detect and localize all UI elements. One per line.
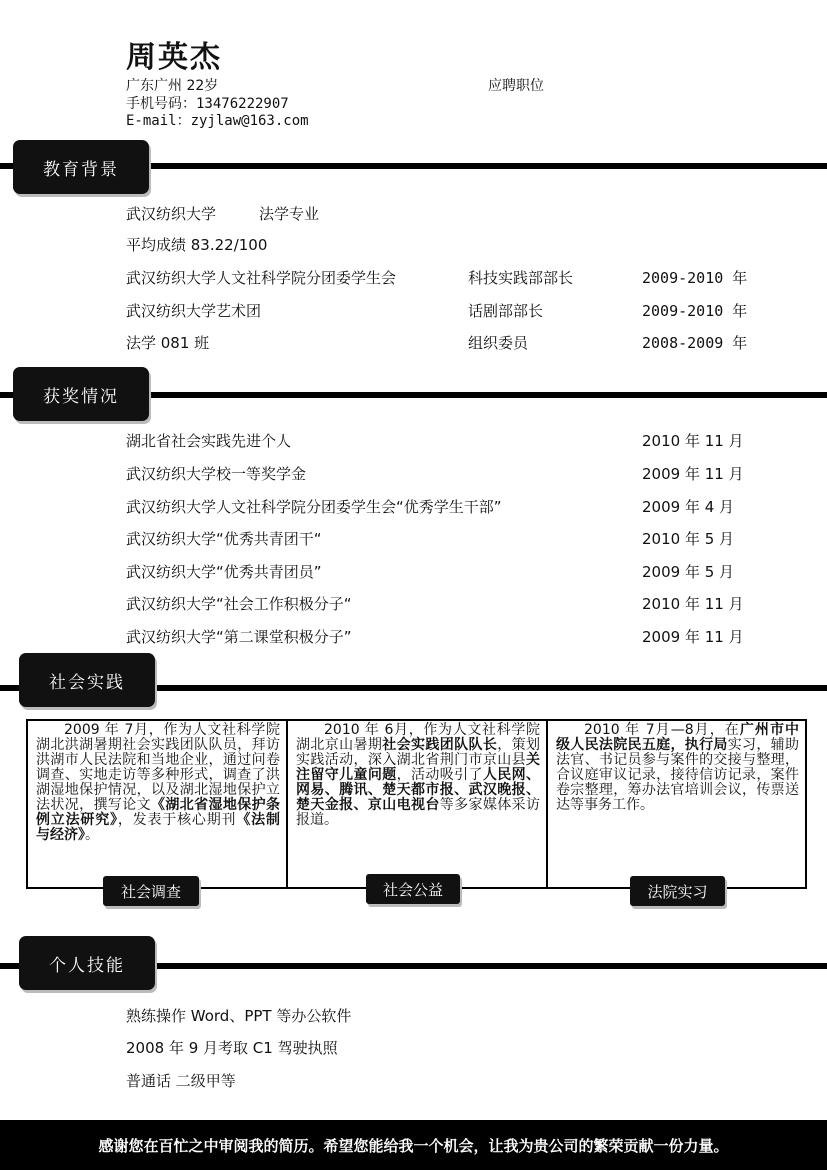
- award-item: [126, 430, 766, 452]
- practice-bold-text: 关注留守儿童问题: [296, 752, 540, 783]
- education-row: [126, 332, 766, 354]
- gpa-text: 平均成绩 83.22/100: [126, 236, 268, 254]
- education-gpa: [126, 234, 766, 256]
- education-date: 2009-2010 年: [642, 302, 748, 320]
- practice-text: ，活动吸引了: [396, 767, 483, 783]
- practice-bold-text: 《湖北省湿地保护条例立法研究》: [36, 797, 280, 828]
- education-role: 话剧部部长: [468, 302, 544, 320]
- practice-text: 等多家媒体采访报道。: [296, 797, 540, 828]
- skill-item: [126, 1005, 766, 1027]
- education-date: 2009-2010 年: [642, 269, 748, 287]
- practice-box-court: [546, 719, 807, 889]
- award-item: [126, 593, 766, 615]
- major-name: 法学专业: [259, 205, 320, 223]
- footer-thanks: 感谢您在百忙之中审阅我的简历。希望您能给我一个机会，让我为贵公司的繁荣贡献一份力量。: [0, 1120, 827, 1170]
- education-row: [126, 267, 766, 289]
- candidate-name: 周英杰: [126, 40, 222, 75]
- practice-bold-text: 《法制与经济》: [36, 812, 280, 843]
- skill-text: 熟练操作 Word、PPT 等办公软件: [126, 1007, 352, 1025]
- award-date: 2010 年 11 月: [642, 595, 744, 613]
- award-name: 武汉纺织大学“优秀共青团员”: [126, 563, 322, 581]
- education-date: 2008-2009 年: [642, 334, 748, 352]
- award-name: 武汉纺织大学“社会工作积极分子“: [126, 595, 352, 613]
- education-org: 法学 081 班: [126, 334, 210, 352]
- practice-bold-text: 人民网、网易、腾讯、楚天都市报、武汉晚报、楚天金报、京山电视台: [296, 767, 540, 813]
- award-item: [126, 626, 766, 648]
- phone-number: 手机号码：13476222907: [126, 96, 289, 112]
- skill-item: [126, 1070, 766, 1092]
- practice-bold-text: 广州市中级人民法院民五庭，执行局: [556, 722, 800, 753]
- practice-text: 2009 年 7月，作为人文社科学院湖北洪湖暑期社会实践团队队员，拜访洪湖市人民法院和当地企业，通过问卷调查、实地走访等多种形式，调查了洪湖湿地保护情况，以及湖北湿地保护立法状况，撰写论文: [36, 722, 280, 813]
- practice-text: ，策划实践活动，深入湖北省荆门市京山县: [296, 737, 540, 768]
- practice-bold-text: 社会实践团队队长: [382, 737, 498, 753]
- section-title-education: 教育背景: [13, 140, 149, 194]
- award-date: 2009 年 11 月: [642, 628, 744, 646]
- award-name: 武汉纺织大学“第二课堂积极分子”: [126, 628, 352, 646]
- practice-box-survey: [26, 719, 288, 889]
- education-org: 武汉纺织大学艺术团: [126, 302, 262, 320]
- award-date: 2010 年 11 月: [642, 432, 744, 450]
- education-org: 武汉纺织大学人文社科学院分团委学生会: [126, 269, 397, 287]
- education-role: 科技实践部部长: [468, 269, 574, 287]
- practice-text: ，发表于核心期刊: [117, 812, 237, 828]
- award-name: 湖北省社会实践先进个人: [126, 432, 292, 450]
- award-item: [126, 496, 766, 518]
- practice-text: 实习，辅助法官、书记员参与案件的交接与整理，合议庭审议记录，接待信访记录，案件卷宗整理，筹办法官培训会议，传票送达等事务工作。: [556, 737, 799, 813]
- email-address: E-mail：zyjlaw@163.com: [126, 113, 309, 129]
- practice-text: 。: [85, 827, 99, 843]
- practice-text: 2010 年 7月—8月，在: [584, 722, 740, 738]
- section-title-practice: 社会实践: [19, 653, 155, 707]
- education-school-row: [126, 203, 766, 225]
- practice-label-court: 法院实习: [630, 876, 725, 906]
- practice-boxes: [26, 719, 807, 889]
- award-item: [126, 463, 766, 485]
- practice-label-charity: 社会公益: [366, 874, 460, 904]
- education-row: [126, 300, 766, 322]
- practice-label-survey: 社会调查: [103, 876, 199, 906]
- section-title-awards: 获奖情况: [13, 367, 149, 421]
- skill-item: [126, 1037, 766, 1059]
- award-name: 武汉纺织大学校一等奖学金: [126, 465, 307, 483]
- award-date: 2009 年 11 月: [642, 465, 744, 483]
- award-item: [126, 528, 766, 550]
- position-label: 应聘职位: [488, 78, 544, 94]
- section-title-skills: 个人技能: [19, 936, 155, 990]
- practice-box-charity: [286, 719, 548, 889]
- award-name: 武汉纺织大学人文社科学院分团委学生会“优秀学生干部”: [126, 498, 502, 516]
- award-date: 2010 年 5 月: [642, 530, 735, 548]
- award-date: 2009 年 5 月: [642, 563, 735, 581]
- skill-text: 普通话 二级甲等: [126, 1072, 236, 1090]
- award-item: [126, 561, 766, 583]
- practice-text: 2010 年 6月，作为人文社科学院湖北京山暑期: [296, 722, 540, 753]
- location-age: 广东广州 22岁: [126, 78, 219, 94]
- award-date: 2009 年 4 月: [642, 498, 735, 516]
- education-role: 组织委员: [468, 334, 529, 352]
- skill-text: 2008 年 9 月考取 C1 驾驶执照: [126, 1039, 338, 1057]
- university-name: 武汉纺织大学: [126, 205, 217, 223]
- award-name: 武汉纺织大学“优秀共青团干“: [126, 530, 322, 548]
